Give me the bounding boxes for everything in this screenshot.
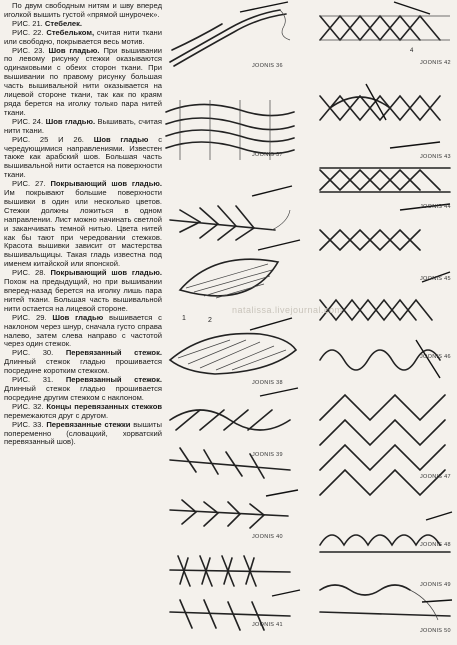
paragraph-fig30: РИС. 30. Перевязанный стежок. Длинный стежок гладью прошивается посредине коротким стежком. xyxy=(4,348,162,376)
closed-herringbone-illustration xyxy=(320,142,450,192)
svg-text:1: 1 xyxy=(182,315,186,322)
figure-label-49: JOONIS 49 xyxy=(420,582,451,588)
tied-stitch-illustration xyxy=(170,388,298,478)
figure-label-45: JOONIS 45 xyxy=(420,276,451,282)
fern-stitch-illustration xyxy=(170,490,298,528)
paragraph-fig21: РИС. 21. Стебелек. xyxy=(12,18,83,28)
text-column xyxy=(4,2,162,447)
svg-text:4: 4 xyxy=(410,48,414,54)
figure-label-43: JOONIS 43 xyxy=(420,154,451,160)
figure-label-48: JOONIS 48 xyxy=(420,542,451,548)
leaf-fill-illustration xyxy=(170,318,296,374)
paragraph-intro: По двум свободным нитям и шву вперед иголкой вышить густой «прямой шнурочек». xyxy=(4,1,162,19)
paragraph-fig27: РИС. 27. Покрывающий шов гладью. Им покрывают большие поверхности вышивки в один или несколько цветов. Стежки должны ложиться в одном направлении. Лист можно начинать светлой и заканчивать темной нитью. Цвета нитей как бы тают при чередовании стежков. Красота вышивки зависит от мастерства вышивальщицы. Такая гладь известна под именем китайской или японской. xyxy=(4,179,162,269)
paragraph-fig31: РИС. 31. Перевязанный стежок. Длинный стежок гладью прошивается посредине другим стежком с наклоном. xyxy=(4,375,162,402)
double-herringbone-illustration xyxy=(320,84,440,120)
tied-herringbone-illustration xyxy=(320,204,450,250)
paragraph-fig22: РИС. 22. Стебельком, считая нити ткани или свободно, покрывается весь мотив. xyxy=(4,27,162,46)
figure-label-39: JOONIS 39 xyxy=(252,452,283,458)
figure-label-41: JOONIS 41 xyxy=(252,622,283,628)
figure-label-37: JOONIS 37 xyxy=(252,152,283,158)
paragraph-fig25-26: РИС. 25 И 26. Шов гладью с чередующимися направлениями. Известен также как арабский шов. Большая часть вышивальной нити остается на поверхности ткани. xyxy=(4,134,162,180)
figure-label-44: JOONIS 44 xyxy=(420,204,451,210)
figure-label-50: JOONIS 50 xyxy=(420,628,451,634)
figure-label-47: JOONIS 47 xyxy=(420,474,451,480)
figure-label-38: JOONIS 38 xyxy=(252,380,283,386)
loop-stitch-illustration xyxy=(320,585,452,620)
lattice-illustration xyxy=(320,395,445,495)
figure-label-36: JOONIS 36 xyxy=(252,63,283,69)
figures-area xyxy=(160,0,457,640)
figure-label-42: JOONIS 42 xyxy=(420,60,451,66)
stitch-illustrations xyxy=(160,0,457,640)
figure-label-46: JOONIS 46 xyxy=(420,354,451,360)
paragraph-fig33: РИС. 33. Перевязанные стежки вышиты попеременно (словацкий, хорватский перевязанный шов). xyxy=(4,419,162,447)
paragraph-fig24: РИС. 24. Шов гладью. Вышивать, считая нити ткани. xyxy=(4,116,162,135)
paragraph-fig32: РИС. 32. Концы перевязанных стежков перемежаются друг с другом. xyxy=(4,401,162,420)
braided-stitch-illustration xyxy=(166,100,294,160)
paragraph-fig23: РИС. 23. Шов гладью. При вышивании по левому рисунку стежки оказываются одинаковыми с обеих сторон ткани. При вышивании по правому рисунку большая часть вышивальной нити оказывается на лицевой стороне ткани, так как по краям ряда берется на иголку только пара нитей ткани. xyxy=(4,45,162,117)
herringbone-illustration xyxy=(320,2,450,54)
paragraph-fig28: РИС. 28. Покрывающий шов гладью. Похож на предыдущий, но при вышивании вперед-назад берется на иголку лишь пара нитей ткани. Большая часть вышивальной нити остается на лицевой стороне. xyxy=(4,268,162,313)
svg-text:2: 2 xyxy=(208,317,212,324)
crossed-tied-illustration xyxy=(170,556,300,630)
figure-label-40: JOONIS 40 xyxy=(252,534,283,540)
stem-stitch-illustration xyxy=(170,2,290,66)
paragraph-fig29: РИС. 29. Шов гладью вышивается с наклоном через шнур, сначала густо справа налево, затем слева направо с частотой через один стежок. xyxy=(4,312,162,349)
watermark: natalissa.livejournal.com xyxy=(232,305,343,315)
fishbone-stitch-illustration xyxy=(170,186,292,240)
